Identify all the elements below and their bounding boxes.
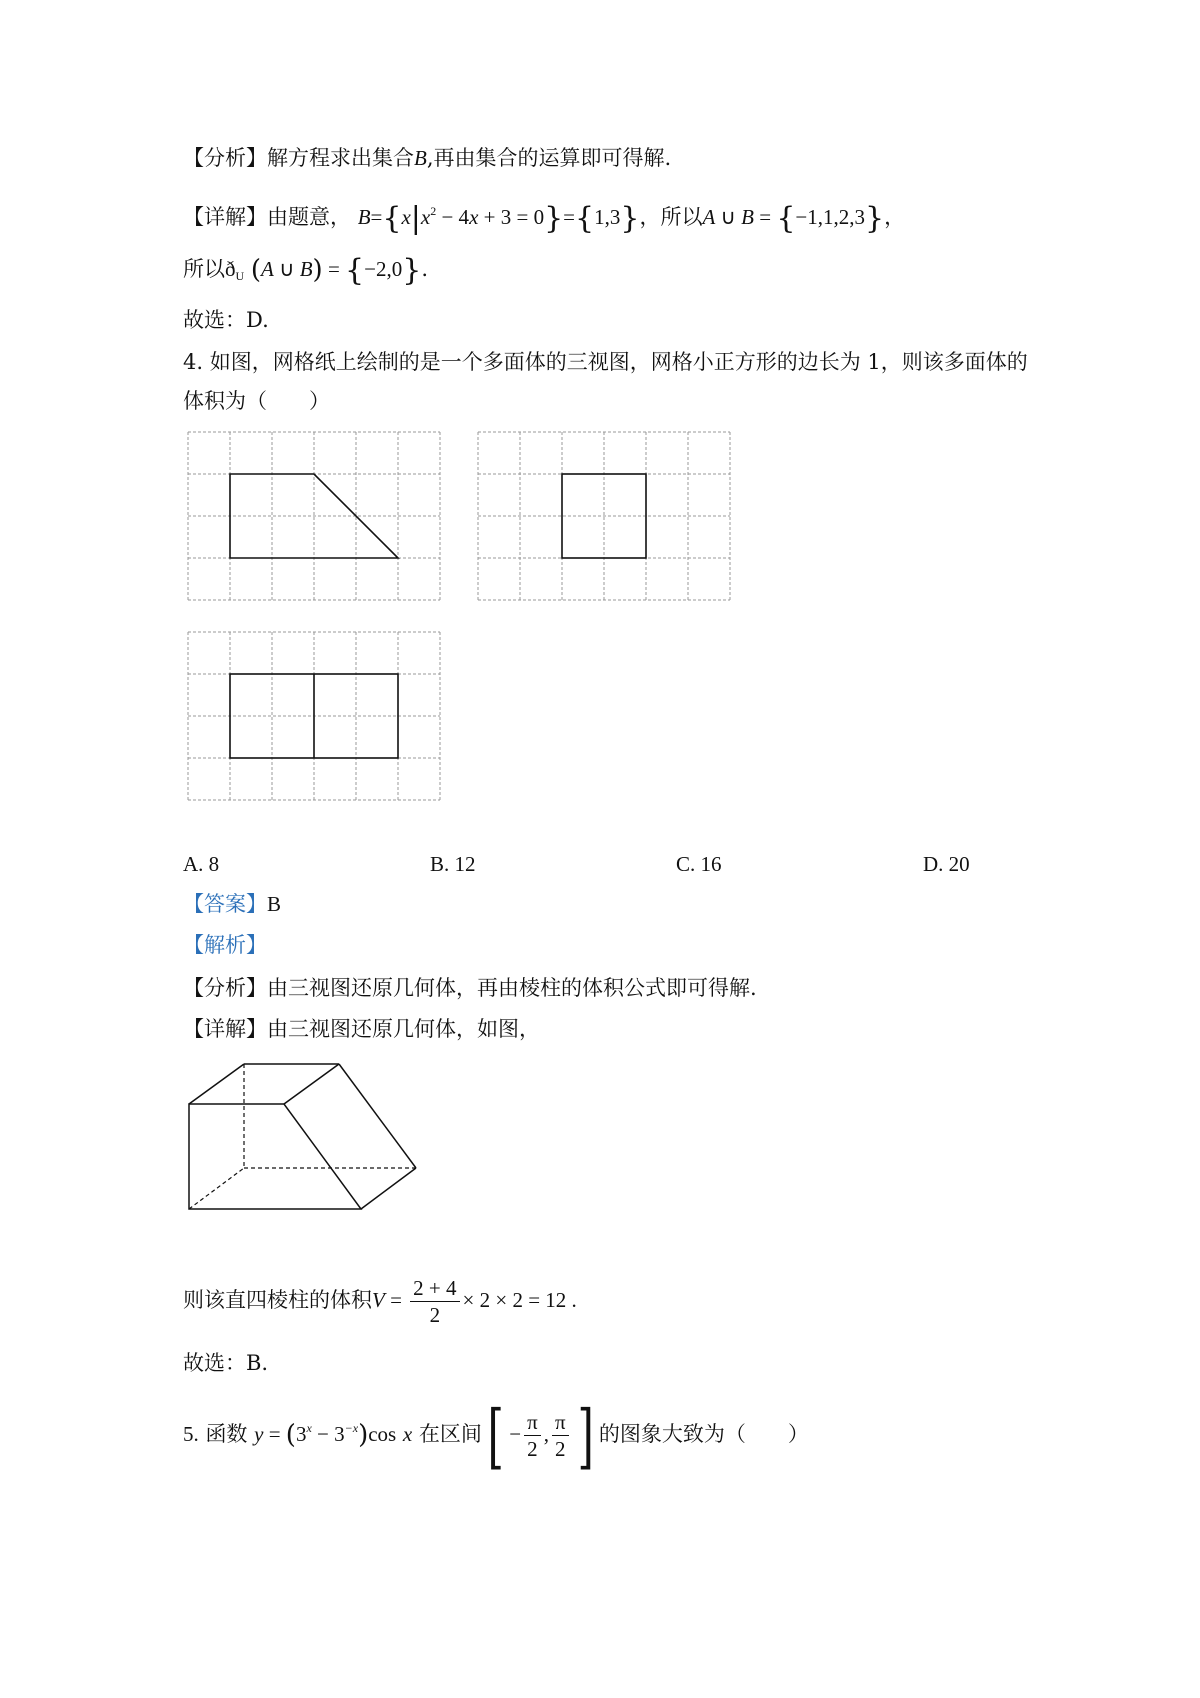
analysis-line-4: 【分析】由三视图还原几何体，再由棱柱的体积公式即可得解. [183, 976, 757, 1000]
answer-line-1: 故选：D. [183, 308, 269, 332]
question-5-line: 5. 函数 $y = (3^x - 3^{-x})\cos$ x 在区间[ − $\frac{\pi}{2}$ , $\frac{\pi}{2}$ ] 的图象大致为（ ） [183, 1394, 809, 1477]
front-view-figure [186, 430, 442, 602]
prism-figure [180, 1055, 420, 1225]
interval-right-fraction: $\frac{\pi}{2}$ [552, 1409, 569, 1462]
analysis-line-1: 【分析】解方程求出集合B,再由集合的运算即可得解. [183, 146, 672, 170]
answer-line-5: 故选：B. [183, 1351, 269, 1375]
analysis-tag: 【分析】 [183, 146, 267, 170]
detail-tag: 【详解】 [183, 205, 267, 229]
answer-line-4: 【答案】B [183, 892, 282, 916]
explain-tag: 【解析】 [183, 933, 267, 957]
choice-d: D. 20 [923, 852, 970, 876]
choice-c: C. 16 [676, 852, 722, 876]
answer-choices [183, 852, 1003, 882]
question-4-line-2: 体积为（ ） [183, 389, 330, 413]
choice-a: A. 8 [183, 852, 220, 876]
answer-tag: 【答案】 [183, 892, 267, 916]
detail-line-1: 【详解】由题意， $B=\{x|x^2 - 4x + 3 = 0\}=\{1,3\}$，所以A ∪ B = {−1,1,2,3}， [183, 201, 906, 236]
question-4-line-1: 4. 如图，网格纸上绘制的是一个多面体的三视图，网格小正方形的边长为 1，则该多面体的 [183, 350, 1028, 374]
choice-b: B. 12 [430, 852, 476, 876]
volume-fraction: $\frac{2 + 4}{2}$ [410, 1275, 459, 1328]
interval-left-fraction: $\frac{\pi}{2}$ [524, 1409, 541, 1462]
detail-line-4: 【详解】由三视图还原几何体，如图， [183, 1017, 540, 1041]
top-view-figure [186, 630, 442, 802]
detail-line-2: 所以$ð_U$ (A ∪ B) = {−2,0}. [183, 253, 429, 288]
volume-line: 则该直四棱柱的体积V = $\frac{2 + 4}{2}$ × 2 × 2 = 12 . [183, 1276, 577, 1327]
side-view-figure [476, 430, 732, 602]
